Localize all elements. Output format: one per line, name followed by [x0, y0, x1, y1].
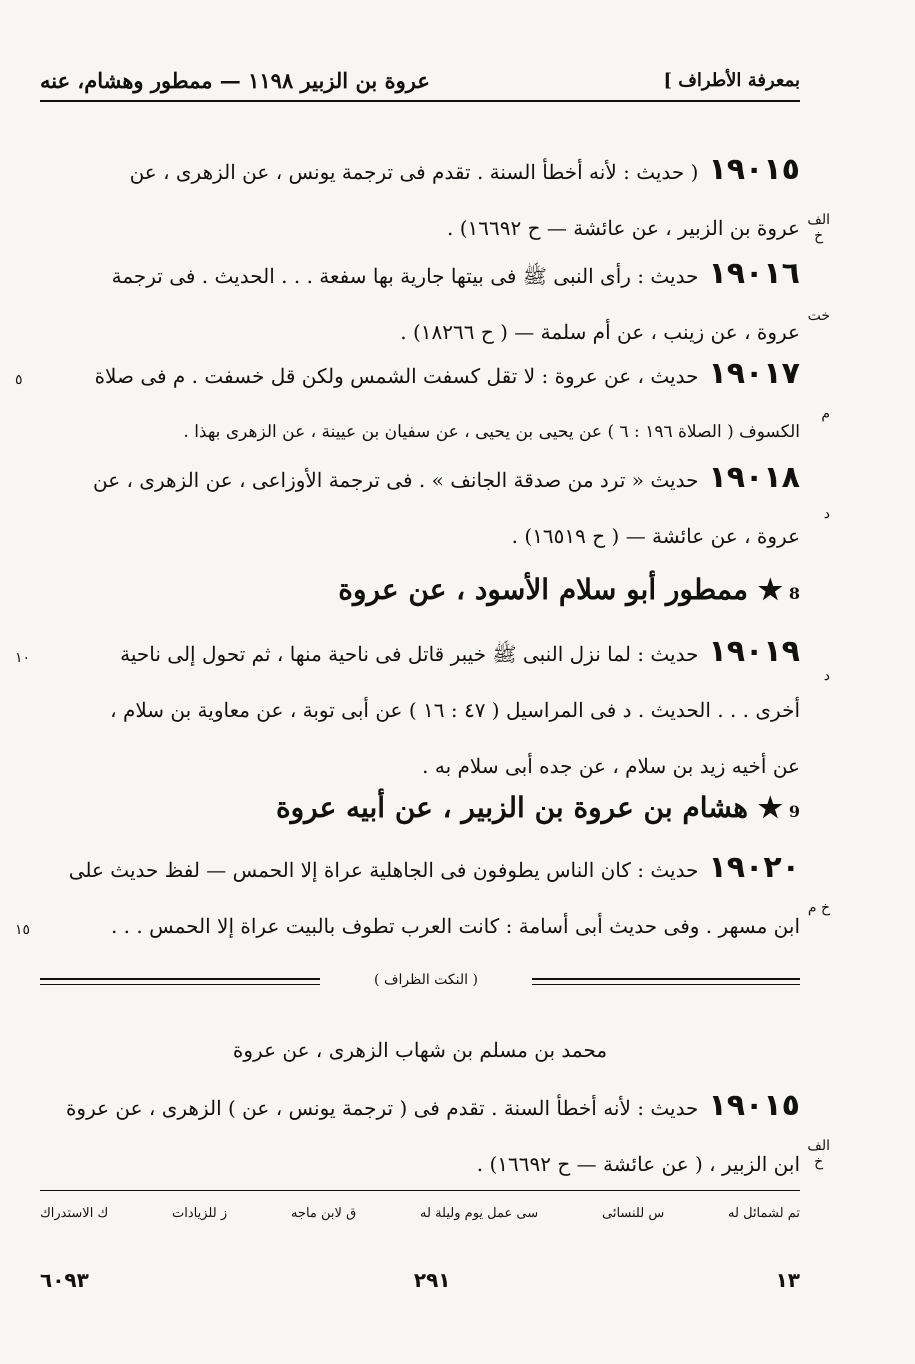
- entry-line: حديث « ترد من صدقة الجانف » . فى ترجمة الأوزاعى ، عن الزهرى ، عن: [92, 468, 699, 492]
- siglum-tag: د: [823, 506, 830, 522]
- entry-line: ( حديث : لأنه أخطأ السنة . تقدم فى ترجمة يونس ، عن الزهرى ، عن: [129, 160, 699, 184]
- section-index: 9: [788, 802, 800, 821]
- nukat-heading: محمد بن مسلم بن شهاب الزهرى ، عن عروة: [232, 1038, 608, 1062]
- entry-line: ابن الزبير ، ( عن عائشة — ح ١٦٦٩٢) .: [476, 1152, 800, 1176]
- entry-line: عروة ، عن زينب ، عن أم سلمة — ( ح ١٨٢٦٦) .: [400, 320, 800, 344]
- entry-line: عن أخيه زيد بن سلام ، عن جده أبى سلام به .: [422, 754, 800, 778]
- page-number-right: ١٣: [775, 1268, 800, 1292]
- hadith-number: ١٩٠١٦: [708, 256, 800, 291]
- hadith-entry: [15, 624, 830, 794]
- hadith-entry: [40, 246, 830, 360]
- hadith-number: ١٩٠١٨: [708, 460, 800, 495]
- entry-line: حديث ، عن عروة : لا تقل كسفت الشمس ولكن قل خسفت . م فى صلاة: [94, 364, 699, 388]
- section-heading: [40, 570, 800, 614]
- siglum-tag: الف خ: [807, 212, 830, 244]
- document-page: [15, 50, 830, 1340]
- line-number: ١٠: [15, 650, 31, 666]
- entry-line: الكسوف ( الصلاة ١٩٦ : ٦ ) عن يحيى بن يحيى ، عن سفيان بن عيينة ، عن الزهرى بهذا .: [183, 422, 800, 442]
- page-number-left: ٦٠٩٣: [40, 1268, 89, 1292]
- nukat-title: ( النكت الظراف ): [320, 972, 532, 988]
- hadith-entry: [40, 450, 830, 564]
- entry-line: ابن مسهر . وفى حديث أبى أسامة : كانت العرب تطوف بالبيت عراة إلا الحمس . . .: [110, 914, 800, 938]
- abbrev-item: ك الاستدراك: [40, 1206, 109, 1221]
- abbrev-item: سى عمل يوم وليلة له: [420, 1206, 539, 1221]
- abbrev-item: ق لابن ماجه: [290, 1206, 357, 1221]
- abbreviation-key: [40, 1206, 800, 1221]
- line-number: ١٥: [15, 922, 31, 938]
- hadith-number: ١٩٠١٩: [708, 634, 800, 669]
- hadith-entry: [40, 142, 830, 256]
- siglum-tag: خ م: [807, 900, 830, 916]
- page-numbers: [40, 1268, 800, 1292]
- line-number: ٥: [15, 372, 23, 388]
- hadith-number: ١٩٠١٥: [708, 152, 800, 187]
- entry-line: أخرى . . . الحديث . د فى المراسيل ( ٤٧ : ١٦ ) عن أبى توبة ، عن معاوية بن سلام ،: [110, 698, 800, 722]
- page-number-center: ٢٩١: [413, 1268, 451, 1292]
- section-index: 8: [788, 584, 800, 603]
- hadith-number: ١٩٠١٥: [708, 1088, 800, 1123]
- footer-rule: [40, 1190, 800, 1191]
- hadith-entry: [15, 840, 830, 954]
- header-right: بمعرفة الأطراف ]: [663, 69, 800, 91]
- section-title: ★ هشام بن عروة بن الزبير ، عن أبيه عروة: [275, 791, 783, 824]
- hadith-number: ١٩٠٢٠: [708, 850, 800, 885]
- siglum-tag: خت: [807, 308, 830, 324]
- nukat-entry: [40, 1078, 830, 1192]
- header-center: عروة بن الزبير ١١٩٨ — ممطور وهشام، عنه: [40, 67, 430, 93]
- entry-line: حديث : كان الناس يطوفون فى الجاهلية عراة إلا الحمس — لفظ حديث على: [68, 858, 699, 882]
- entry-line: حديث : لأنه أخطأ السنة . تقدم فى ( ترجمة يونس ، عن ) الزهرى ، عن عروة: [65, 1096, 699, 1120]
- siglum-tag: د: [823, 668, 830, 684]
- hadith-entry: [15, 346, 830, 460]
- entry-line: حديث : رأى النبى ﷺ فى بيتها جارية بها سفعة . . . الحديث . فى ترجمة: [111, 264, 699, 288]
- section-title: ★ ممطور أبو سلام الأسود ، عن عروة: [338, 573, 783, 606]
- siglum-tag: الف خ: [807, 1138, 830, 1170]
- hadith-number: ١٩٠١٧: [708, 356, 800, 391]
- abbrev-item: س للنسائى: [601, 1206, 665, 1221]
- siglum-tag: م: [821, 406, 830, 422]
- entry-line: حديث : لما نزل النبى ﷺ خيبر قاتل فى ناحية منها ، ثم تحول إلى ناحية: [120, 642, 699, 666]
- abbrev-item: تم لشمائل له: [728, 1206, 800, 1221]
- entry-line: عروة ، عن عائشة — ( ح ١٦٥١٩) .: [511, 524, 800, 548]
- running-header: [40, 60, 800, 102]
- abbrev-item: ز للزيادات: [172, 1206, 228, 1221]
- entry-line: عروة بن الزبير ، عن عائشة — ح ١٦٦٩٢) .: [446, 216, 800, 240]
- section-heading: [40, 788, 800, 832]
